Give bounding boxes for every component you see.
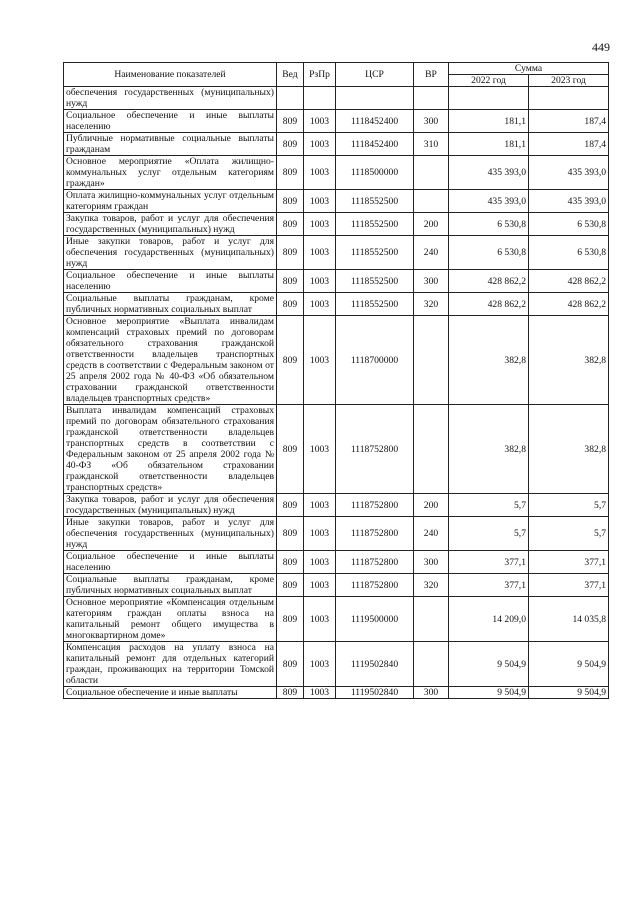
row-name: Социальное обеспечение и иные выплаты bbox=[64, 687, 277, 699]
row-sum-2023: 377,1 bbox=[529, 551, 609, 574]
row-csr: 1119502840 bbox=[336, 642, 414, 687]
row-ved: 809 bbox=[277, 190, 304, 213]
row-ved: 809 bbox=[277, 642, 304, 687]
row-sum-2023: 377,1 bbox=[529, 574, 609, 597]
row-vr: 240 bbox=[414, 236, 449, 270]
row-rzpr: 1003 bbox=[304, 133, 336, 156]
row-ved: 809 bbox=[277, 270, 304, 293]
row-sum-2023: 14 035,8 bbox=[529, 597, 609, 642]
table-row bbox=[64, 574, 609, 597]
row-csr: 1118552500 bbox=[336, 293, 414, 316]
row-sum-2022: 435 393,0 bbox=[449, 156, 529, 190]
table-row bbox=[64, 236, 609, 270]
table-row bbox=[64, 316, 609, 405]
row-sum-2023: 6 530,8 bbox=[529, 213, 609, 236]
table-row bbox=[64, 270, 609, 293]
row-name: Социальные выплаты гражданам, кроме публичных нормативных социальных выплат bbox=[64, 574, 277, 597]
row-sum-2023: 435 393,0 bbox=[529, 190, 609, 213]
row-sum-2022: 382,8 bbox=[449, 405, 529, 494]
row-csr bbox=[336, 87, 414, 110]
row-sum-2023: 435 393,0 bbox=[529, 156, 609, 190]
row-name: Закупка товаров, работ и услуг для обеспечения государственных (муниципальных) нужд bbox=[64, 494, 277, 517]
row-ved: 809 bbox=[277, 517, 304, 551]
row-rzpr: 1003 bbox=[304, 156, 336, 190]
row-csr: 1119502840 bbox=[336, 687, 414, 699]
row-csr: 1118752800 bbox=[336, 494, 414, 517]
row-name: Публичные нормативные социальные выплаты гражданам bbox=[64, 133, 277, 156]
row-csr: 1119500000 bbox=[336, 597, 414, 642]
row-name: Основное мероприятие «Выплата инвалидам компенсаций страховых премий по договорам обязательного страхования гражданской ответственности владельцев транспортных средств в соответствии с Федеральным законом от 25 апреля 2002 года № 40-ФЗ «Об обязательном страховании гражданской ответственности владельцев транспортных средств» bbox=[64, 316, 277, 405]
row-rzpr bbox=[304, 87, 336, 110]
row-rzpr: 1003 bbox=[304, 574, 336, 597]
table-row bbox=[64, 517, 609, 551]
row-sum-2022: 5,7 bbox=[449, 517, 529, 551]
row-sum-2022: 14 209,0 bbox=[449, 597, 529, 642]
row-ved: 809 bbox=[277, 293, 304, 316]
row-ved: 809 bbox=[277, 574, 304, 597]
table-row bbox=[64, 110, 609, 133]
row-rzpr: 1003 bbox=[304, 517, 336, 551]
row-name: Выплата инвалидам компенсаций страховых премий по договорам обязательного страхования гражданской ответственности владельцев транспортных средств в соответствии с Федеральным законом от 25 апреля 2002 года № 40-ФЗ «Об обязательном страховании гражданской ответственности владельцев транспортных средств» bbox=[64, 405, 277, 494]
row-sum-2022: 9 504,9 bbox=[449, 642, 529, 687]
row-vr: 320 bbox=[414, 293, 449, 316]
row-sum-2022 bbox=[449, 87, 529, 110]
row-csr: 1118452400 bbox=[336, 110, 414, 133]
row-sum-2022: 181,1 bbox=[449, 110, 529, 133]
row-vr bbox=[414, 156, 449, 190]
row-sum-2022: 377,1 bbox=[449, 551, 529, 574]
row-csr: 1118700000 bbox=[336, 316, 414, 405]
row-csr: 1118552500 bbox=[336, 190, 414, 213]
row-name: Социальное обеспечение и иные выплаты населению bbox=[64, 551, 277, 574]
row-vr bbox=[414, 597, 449, 642]
row-sum-2023: 6 530,8 bbox=[529, 236, 609, 270]
header-2023: 2023 год bbox=[529, 75, 609, 87]
row-ved: 809 bbox=[277, 156, 304, 190]
row-rzpr: 1003 bbox=[304, 405, 336, 494]
row-sum-2023: 428 862,2 bbox=[529, 293, 609, 316]
row-csr: 1118752800 bbox=[336, 405, 414, 494]
table-row bbox=[64, 133, 609, 156]
row-name: Иные закупки товаров, работ и услуг для обеспечения государственных (муниципальных) нужд bbox=[64, 236, 277, 270]
row-sum-2022: 428 862,2 bbox=[449, 270, 529, 293]
row-rzpr: 1003 bbox=[304, 642, 336, 687]
row-rzpr: 1003 bbox=[304, 316, 336, 405]
row-rzpr: 1003 bbox=[304, 236, 336, 270]
row-name: Оплата жилищно-коммунальных услуг отдельным категориям граждан bbox=[64, 190, 277, 213]
row-sum-2023: 382,8 bbox=[529, 316, 609, 405]
row-ved: 809 bbox=[277, 213, 304, 236]
row-csr: 1118552500 bbox=[336, 213, 414, 236]
row-rzpr: 1003 bbox=[304, 270, 336, 293]
table-row bbox=[64, 551, 609, 574]
row-vr: 300 bbox=[414, 551, 449, 574]
row-name: Социальное обеспечение и иные выплаты населению bbox=[64, 270, 277, 293]
row-ved: 809 bbox=[277, 110, 304, 133]
table-row bbox=[64, 293, 609, 316]
row-name: обеспечения государственных (муниципальных) нужд bbox=[64, 87, 277, 110]
row-sum-2022: 9 504,9 bbox=[449, 687, 529, 699]
row-sum-2023: 5,7 bbox=[529, 517, 609, 551]
table-row bbox=[64, 156, 609, 190]
row-sum-2022: 382,8 bbox=[449, 316, 529, 405]
row-name: Основное мероприятие «Компенсация отдельным категориям граждан оплаты взноса на капитальный ремонт общего имущества в многоквартирном доме» bbox=[64, 597, 277, 642]
row-vr bbox=[414, 190, 449, 213]
table-row bbox=[64, 494, 609, 517]
row-ved: 809 bbox=[277, 597, 304, 642]
row-csr: 1118552500 bbox=[336, 236, 414, 270]
row-vr: 310 bbox=[414, 133, 449, 156]
row-rzpr: 1003 bbox=[304, 687, 336, 699]
row-vr bbox=[414, 316, 449, 405]
table-row bbox=[64, 642, 609, 687]
row-sum-2023 bbox=[529, 87, 609, 110]
row-ved: 809 bbox=[277, 236, 304, 270]
row-sum-2023: 187,4 bbox=[529, 133, 609, 156]
header-2022: 2022 год bbox=[449, 75, 529, 87]
table-row bbox=[64, 687, 609, 699]
row-rzpr: 1003 bbox=[304, 213, 336, 236]
row-csr: 1118500000 bbox=[336, 156, 414, 190]
row-ved: 809 bbox=[277, 133, 304, 156]
row-vr bbox=[414, 87, 449, 110]
row-name: Иные закупки товаров, работ и услуг для обеспечения государственных (муниципальных) нужд bbox=[64, 517, 277, 551]
row-vr bbox=[414, 405, 449, 494]
row-name: Закупка товаров, работ и услуг для обеспечения государственных (муниципальных) нужд bbox=[64, 213, 277, 236]
row-vr: 200 bbox=[414, 494, 449, 517]
row-ved: 809 bbox=[277, 405, 304, 494]
row-ved: 809 bbox=[277, 687, 304, 699]
row-sum-2022: 6 530,8 bbox=[449, 236, 529, 270]
row-name: Компенсация расходов на уплату взноса на капитальный ремонт для отдельных категорий граждан, проживающих на территории Томской области bbox=[64, 642, 277, 687]
row-vr: 200 bbox=[414, 213, 449, 236]
row-sum-2023: 5,7 bbox=[529, 494, 609, 517]
row-sum-2022: 181,1 bbox=[449, 133, 529, 156]
header-rzpr: РзПр bbox=[304, 63, 336, 87]
header-csr: ЦСР bbox=[336, 63, 414, 87]
row-sum-2022: 5,7 bbox=[449, 494, 529, 517]
row-name: Основное мероприятие «Оплата жилищно-коммунальных услуг отдельным категориям граждан» bbox=[64, 156, 277, 190]
table-row bbox=[64, 87, 609, 110]
table-row bbox=[64, 597, 609, 642]
row-sum-2022: 6 530,8 bbox=[449, 213, 529, 236]
table-row bbox=[64, 405, 609, 494]
table-row bbox=[64, 190, 609, 213]
budget-table bbox=[63, 62, 609, 699]
row-sum-2022: 435 393,0 bbox=[449, 190, 529, 213]
table-body bbox=[64, 87, 609, 699]
row-vr: 300 bbox=[414, 687, 449, 699]
header-name: Наименование показателей bbox=[64, 63, 277, 87]
row-vr bbox=[414, 642, 449, 687]
row-sum-2022: 428 862,2 bbox=[449, 293, 529, 316]
header-sum: Сумма bbox=[449, 63, 609, 75]
row-ved: 809 bbox=[277, 494, 304, 517]
row-csr: 1118452400 bbox=[336, 133, 414, 156]
row-rzpr: 1003 bbox=[304, 494, 336, 517]
row-name: Социальные выплаты гражданам, кроме публичных нормативных социальных выплат bbox=[64, 293, 277, 316]
row-csr: 1118752800 bbox=[336, 551, 414, 574]
row-vr: 240 bbox=[414, 517, 449, 551]
row-ved: 809 bbox=[277, 551, 304, 574]
page-number: 449 bbox=[592, 40, 610, 54]
table-row bbox=[64, 213, 609, 236]
header-vr: ВР bbox=[414, 63, 449, 87]
row-csr: 1118552500 bbox=[336, 270, 414, 293]
row-sum-2023: 382,8 bbox=[529, 405, 609, 494]
row-rzpr: 1003 bbox=[304, 293, 336, 316]
row-sum-2023: 187,4 bbox=[529, 110, 609, 133]
row-sum-2023: 9 504,9 bbox=[529, 687, 609, 699]
row-sum-2023: 428 862,2 bbox=[529, 270, 609, 293]
row-vr: 300 bbox=[414, 110, 449, 133]
header-ved: Вед bbox=[277, 63, 304, 87]
row-csr: 1118752800 bbox=[336, 574, 414, 597]
row-vr: 300 bbox=[414, 270, 449, 293]
row-ved bbox=[277, 87, 304, 110]
row-rzpr: 1003 bbox=[304, 190, 336, 213]
row-rzpr: 1003 bbox=[304, 110, 336, 133]
row-rzpr: 1003 bbox=[304, 551, 336, 574]
row-rzpr: 1003 bbox=[304, 597, 336, 642]
row-sum-2022: 377,1 bbox=[449, 574, 529, 597]
row-name: Социальное обеспечение и иные выплаты населению bbox=[64, 110, 277, 133]
row-ved: 809 bbox=[277, 316, 304, 405]
row-vr: 320 bbox=[414, 574, 449, 597]
row-sum-2023: 9 504,9 bbox=[529, 642, 609, 687]
row-csr: 1118752800 bbox=[336, 517, 414, 551]
